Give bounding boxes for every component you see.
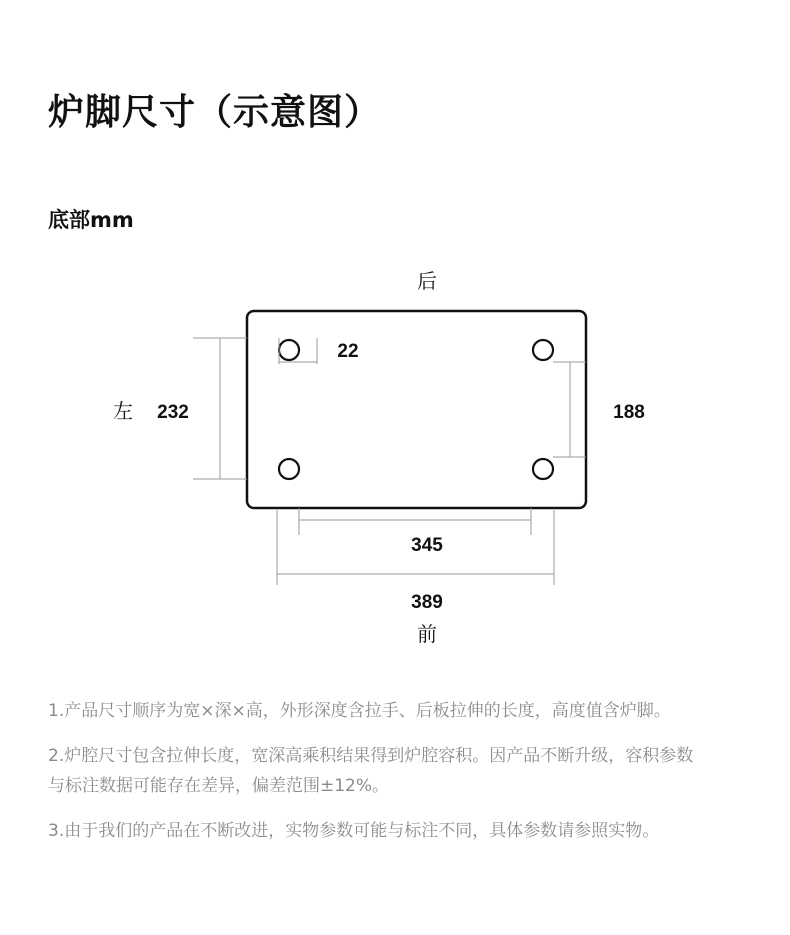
dim-left-height-lines (193, 338, 247, 479)
label-left: 左 (113, 399, 133, 423)
value-left-height: 232 (157, 402, 189, 423)
oven-base-outline (247, 311, 586, 508)
value-foot-diameter: 22 (337, 341, 359, 362)
notes-section (48, 696, 708, 861)
note-item: 1.产品尺寸顺序为宽×深×高，外形深度含拉手、后板拉伸的长度，高度值含炉脚。 (48, 701, 671, 721)
value-inner-width: 345 (411, 535, 443, 556)
page-title: 炉脚尺寸（示意图） (48, 92, 382, 133)
label-front: 前 (417, 622, 437, 646)
dim-inner-width-lines (299, 508, 531, 535)
unit-subtitle: 底部mm (48, 208, 134, 232)
label-back: 后 (417, 269, 437, 293)
note-item: 3.由于我们的产品在不断改进，实物参数可能与标注不同，具体参数请参照实物。 (48, 821, 660, 841)
value-right-height: 188 (613, 402, 645, 423)
note-item: 2.炉腔尺寸包含拉伸长度，宽深高乘积结果得到炉腔容积。因产品不断升级，容积参数与标注数据可能存在差异，偏差范围±12%。 (48, 746, 694, 796)
value-outer-width: 389 (411, 592, 443, 613)
